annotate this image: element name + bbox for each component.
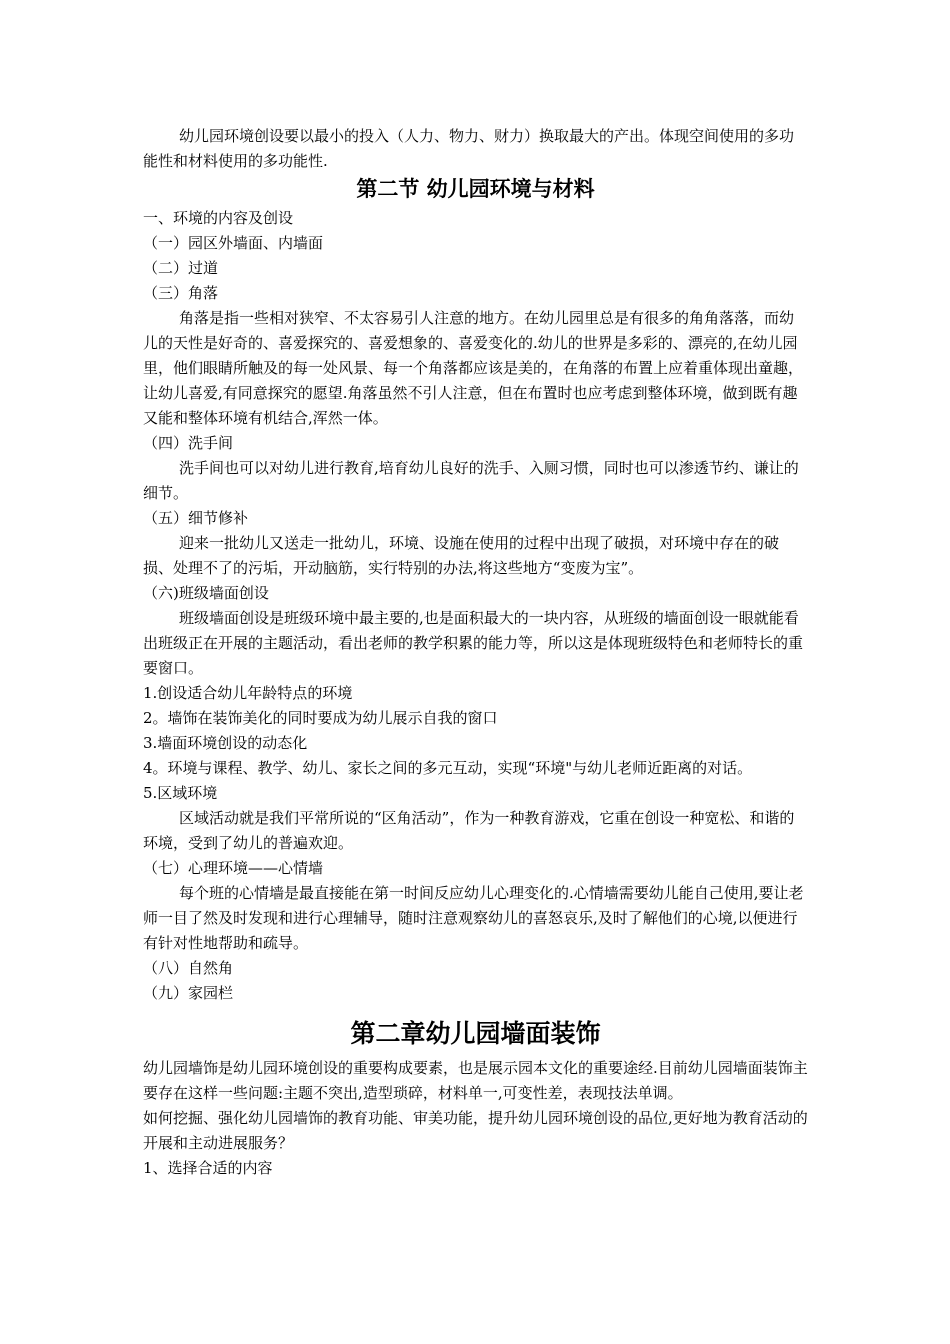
paragraph-area: 区域活动就是我们平常所说的“区角活动”，作为一种教育游戏，它重在创设一种宽松、和谐的环境，受到了幼儿的普遍欢迎。 xyxy=(143,809,795,852)
list-item-nature-corner: （八）自然角 xyxy=(143,959,234,977)
section-title: 第二节 幼儿园环境与材料 xyxy=(356,176,595,201)
numbered-item-5: 5.区域环境 xyxy=(143,784,218,802)
paragraph-washroom: 洗手间也可以对幼儿进行教育,培育幼儿良好的洗手、入厕习惯，同时也可以渗透节约、谦让的细节。 xyxy=(143,459,799,502)
numbered-item-3: 3.墙面环境创设的动态化 xyxy=(143,734,308,752)
chapter-title: 第二章幼儿园墙面装饰 xyxy=(350,1019,601,1048)
paragraph-mood-wall: 每个班的心情墙是最直接能在第一时间反应幼儿心理变化的.心情墙需要幼儿能自己使用,要让老师一目了然及时发现和进行心理辅导，随时注意观察幼儿的喜怒哀乐,及时了解他们的心境,以便进行有针对性地帮助和疏导。 xyxy=(143,884,804,952)
list-item-home-board: （九）家园栏 xyxy=(143,984,234,1002)
list-item-corridor: （二）过道 xyxy=(143,259,219,277)
intro-paragraph: 幼儿园环境创设要以最小的投入（人力、物力、财力）换取最大的产出。体现空间使用的多功能性和材料使用的多功能性. xyxy=(143,127,795,170)
chapter-list-item-1: 1、选择合适的内容 xyxy=(143,1159,273,1177)
list-item-class-wall: （六)班级墙面创设 xyxy=(143,584,269,602)
paragraph-corner: 角落是指一些相对狭窄、不太容易引人注意的地方。在幼儿园里总是有很多的角角落落，而幼儿的天性是好奇的、喜爱探究的、喜爱想象的、喜爱变化的.幼儿的世界是多彩的、漂亮的,在幼儿园里，他们眼睛所触及的每一处风景、每一个角落都应该是美的，在角落的布置上应着重体现出童趣，让幼儿喜爱,有同意探究的愿望.角落虽然不引人注意，但在布置时也应考虑到整体环境，做到既有趣又能和整体环境有机结合,浑然一体。 xyxy=(143,309,804,427)
paragraph-repair: 迎来一批幼儿又送走一批幼儿，环境、设施在使用的过程中出现了破损，对环境中存在的破损、处理不了的污垢，开动脑筋，实行特别的办法,将这些地方“变废为宝”。 xyxy=(143,534,780,577)
numbered-item-2: 2。墙饰在装饰美化的同时要成为幼儿展示自我的窗口 xyxy=(143,709,498,727)
heading-environment-content: 一、环境的内容及创设 xyxy=(143,209,294,227)
list-item-repair: （五）细节修补 xyxy=(143,509,249,527)
numbered-item-4: 4。环境与课程、教学、幼儿、家长之间的多元互动，实现“环境"与幼儿老师近距离的对话。 xyxy=(143,759,753,777)
numbered-item-1: 1.创设适合幼儿年龄特点的环境 xyxy=(143,684,353,702)
list-item-mood-wall: （七）心理环境——心情墙 xyxy=(143,859,324,877)
paragraph-class-wall: 班级墙面创设是班级环境中最主要的,也是面积最大的一块内容，从班级的墙面创设一眼就能看出班级正在开展的主题活动，看出老师的教学积累的能力等，所以这是体现班级特色和老师特长的重要窗口。 xyxy=(143,609,804,677)
document-body xyxy=(143,124,808,1181)
list-item-corner: （三）角落 xyxy=(143,284,219,302)
list-item-washroom: （四）洗手间 xyxy=(143,434,234,452)
paragraph-chapter-2: 如何挖掘、强化幼儿园墙饰的教育功能、审美功能，提升幼儿园环境创设的品位,更好地为教育活动的开展和主动进展服务？ xyxy=(143,1109,808,1152)
paragraph-chapter-1: 幼儿园墙饰是幼儿园环境创设的重要构成要素，也是展示园本文化的重要途经.目前幼儿园墙面装饰主要存在这样一些问题:主题不突出,造型琐碎，材料单一,可变性差，表现技法单调。 xyxy=(143,1059,808,1102)
list-item-walls: （一）园区外墙面、内墙面 xyxy=(143,234,324,252)
